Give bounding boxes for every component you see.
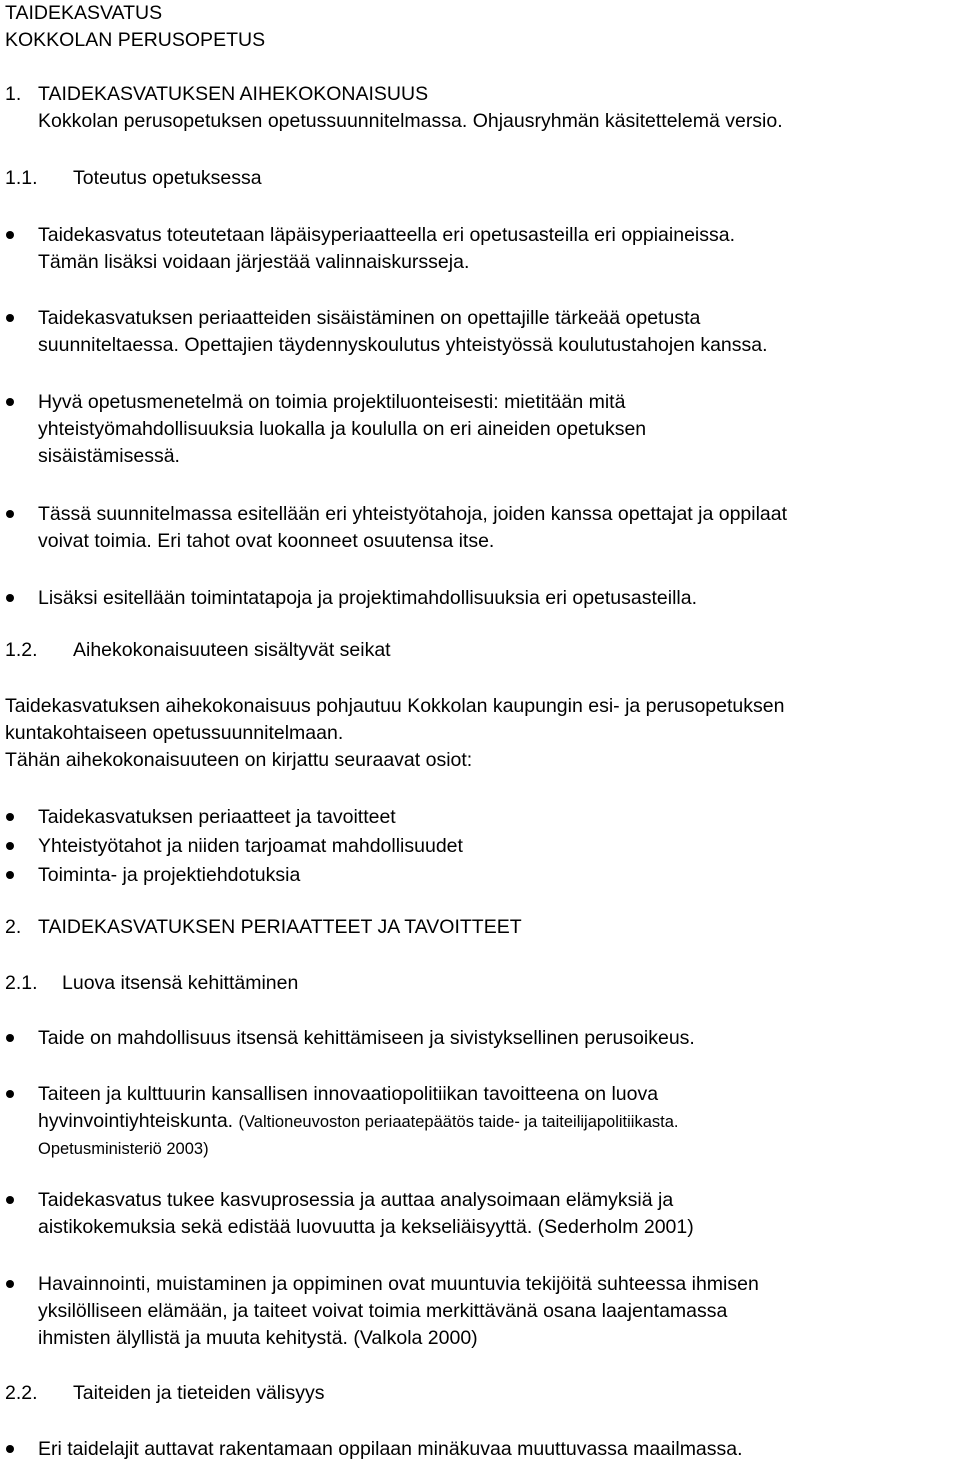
document-header [5, 0, 958, 54]
bullet-icon [6, 1034, 14, 1042]
list-item-text: Toiminta- ja projektiehdotuksia [38, 864, 301, 886]
paragraph-line: Taidekasvatuksen aihekokonaisuus pohjautuu Kokkolan kaupungin esi- ja perusopetuksen [5, 695, 785, 717]
section-2-2-heading [5, 1380, 958, 1407]
section-number: 2. [5, 916, 22, 938]
list-item-text: Lisäksi esitellään toimintatapoja ja projektimahdollisuuksia eri opetusasteilla. [38, 587, 698, 609]
bullet-icon [6, 594, 14, 602]
bullet-icon [6, 1196, 14, 1204]
bullet-icon [6, 1090, 14, 1098]
bullet-icon [6, 842, 14, 850]
bullet-icon [6, 1280, 14, 1288]
section-1-2-paragraph [5, 693, 958, 774]
list-item-text: ihmisten älyllistä ja muuta kehitystä. (Valkola 2000) [38, 1327, 478, 1349]
list-item-text: hyvinvointiyhteiskunta. [38, 1110, 234, 1132]
citation-note: (Valtioneuvoston periaatepäätös taide- ja taiteilijapolitiikasta. [238, 1113, 679, 1131]
section-number: 1.1. [5, 167, 38, 189]
section-title: TAIDEKASVATUKSEN PERIAATTEET JA TAVOITTEET [38, 916, 522, 938]
list-item-text: Taide on mahdollisuus itsensä kehittämiseen ja sivistyksellinen perusoikeus. [38, 1027, 695, 1049]
list-item-text: Havainnointi, muistaminen ja oppiminen ovat muuntuvia tekijöitä suhteessa ihmisen [38, 1273, 759, 1295]
list-item-text: Taidekasvatus toteutetaan läpäisyperiaatteella eri opetusasteilla eri oppiaineissa. [38, 224, 736, 246]
list-item-text: Yhteistyötahot ja niiden tarjoamat mahdollisuudet [38, 835, 463, 857]
bullet-icon [6, 871, 14, 879]
list-item-text: Hyvä opetusmenetelmä on toimia projektiluonteisesti: mietitään mitä [38, 391, 626, 413]
list-item-text: yhteistyömahdollisuuksia luokalla ja koululla on eri aineiden opetuksen [38, 418, 647, 440]
bullet-icon [6, 398, 14, 406]
section-2-1-heading [5, 970, 958, 997]
list-item-text: Eri taidelajit auttavat rakentamaan oppilaan minäkuvaa muuttuvassa maailmassa. [38, 1438, 743, 1460]
section-number: 1.2. [5, 639, 38, 661]
section-number: 2.1. [5, 972, 38, 994]
list-item-text: voivat toimia. Eri tahot ovat koonneet osuutensa itse. [38, 530, 495, 552]
list-item-text: Taidekasvatuksen periaatteiden sisäistäminen on opettajille tärkeää opetusta [38, 307, 701, 329]
bullet-icon [6, 813, 14, 821]
list-item-text: yksilölliseen elämään, ja taiteet voivat toimia merkittävänä osana laajentamassa [38, 1300, 728, 1322]
list-item-text: Tässä suunnitelmassa esitellään eri yhteistyötahoja, joiden kanssa opettajat ja oppilaat [38, 503, 788, 525]
citation-note: Opetusministeriö 2003) [38, 1140, 209, 1158]
section-subtitle: Kokkolan perusopetuksen opetussuunnitelmassa. Ohjausryhmän käsitettelemä versio. [38, 110, 783, 132]
section-1-heading [5, 81, 958, 135]
paragraph-line: kuntakohtaiseen opetussuunnitelmaan. [5, 722, 344, 744]
section-title: Aihekokonaisuuteen sisältyvät seikat [73, 639, 391, 661]
header-line-2: KOKKOLAN PERUSOPETUS [5, 29, 266, 51]
paragraph-line: Tähän aihekokonaisuuteen on kirjattu seuraavat osiot: [5, 749, 473, 771]
list-item-text: suunniteltaessa. Opettajien täydennyskoulutus yhteistyössä koulutustahojen kanssa. [38, 334, 768, 356]
bullet-icon [6, 314, 14, 322]
section-2-heading [5, 914, 958, 941]
bullet-icon [6, 510, 14, 518]
section-title: TAIDEKASVATUKSEN AIHEKOKONAISUUS [38, 83, 429, 105]
bullet-icon [6, 1445, 14, 1453]
header-line-1: TAIDEKASVATUS [5, 2, 163, 24]
section-number: 2.2. [5, 1382, 38, 1404]
list-item-text: Taiteen ja kulttuurin kansallisen innovaatiopolitiikan tavoitteena on luova [38, 1083, 659, 1105]
list-item-text: aistikokemuksia sekä edistää luovuutta ja kekseliäisyyttä. (Sederholm 2001) [38, 1216, 694, 1238]
section-1-1-heading [5, 165, 958, 192]
section-1-2-heading [5, 637, 958, 664]
section-title: Taiteiden ja tieteiden välisyys [73, 1382, 325, 1404]
list-item-text: Taidekasvatuksen periaatteet ja tavoitteet [38, 806, 396, 828]
bullet-icon [6, 231, 14, 239]
section-title: Toteutus opetuksessa [73, 167, 262, 189]
section-number: 1. [5, 83, 22, 105]
section-title: Luova itsensä kehittäminen [62, 972, 299, 994]
list-item-text: sisäistämisessä. [38, 445, 180, 467]
list-item-text: Tämän lisäksi voidaan järjestää valinnaiskursseja. [38, 251, 470, 273]
list-item-text: Taidekasvatus tukee kasvuprosessia ja auttaa analysoimaan elämyksiä ja [38, 1189, 674, 1211]
